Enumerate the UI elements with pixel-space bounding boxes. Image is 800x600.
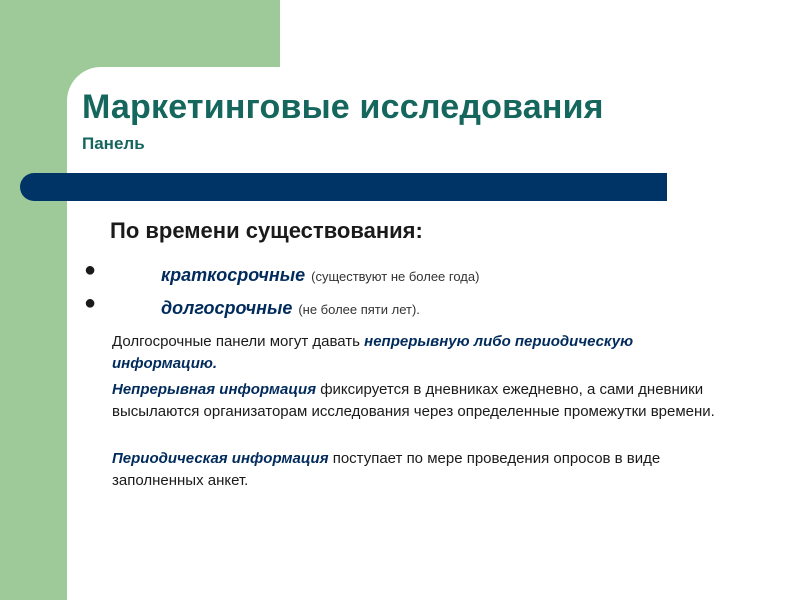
- title-divider-bar: [20, 173, 667, 201]
- bullet-dot-icon: ●: [84, 259, 97, 281]
- paragraph-continuous-info: [112, 379, 732, 423]
- slide-subtitle: Панель: [82, 134, 145, 153]
- paragraph-periodic-info: [112, 448, 732, 492]
- paragraph-emphasis: Непрерывная информация: [112, 381, 317, 398]
- bullet-dot-icon: ●: [84, 292, 97, 314]
- slide-title: Маркетинговые исследования: [82, 88, 604, 126]
- paragraph-long-term-panels: [112, 331, 732, 375]
- bullet-note: (существуют не более года): [311, 269, 480, 284]
- bullet-item-long-term: [161, 298, 420, 319]
- bullet-note: (не более пяти лет).: [298, 302, 420, 317]
- paragraph-emphasis: Периодическая информация: [112, 450, 329, 467]
- section-heading: По времени существования:: [110, 218, 423, 243]
- paragraph-text: фиксируется в дневниках ежедневно, а сами дневники высылаются организаторам исследования через определенные промежутки времени.: [112, 381, 715, 420]
- bullet-term: долгосрочные: [161, 298, 293, 318]
- paragraph-text: Долгосрочные панели могут давать: [112, 333, 365, 350]
- bullet-item-short-term: [161, 265, 479, 286]
- paragraph-text: поступает по мере проведения опросов в виде заполненных анкет.: [112, 450, 661, 489]
- bullet-term: краткосрочные: [161, 265, 306, 285]
- paragraph-emphasis: непрерывную либо периодическую информацию.: [112, 333, 634, 372]
